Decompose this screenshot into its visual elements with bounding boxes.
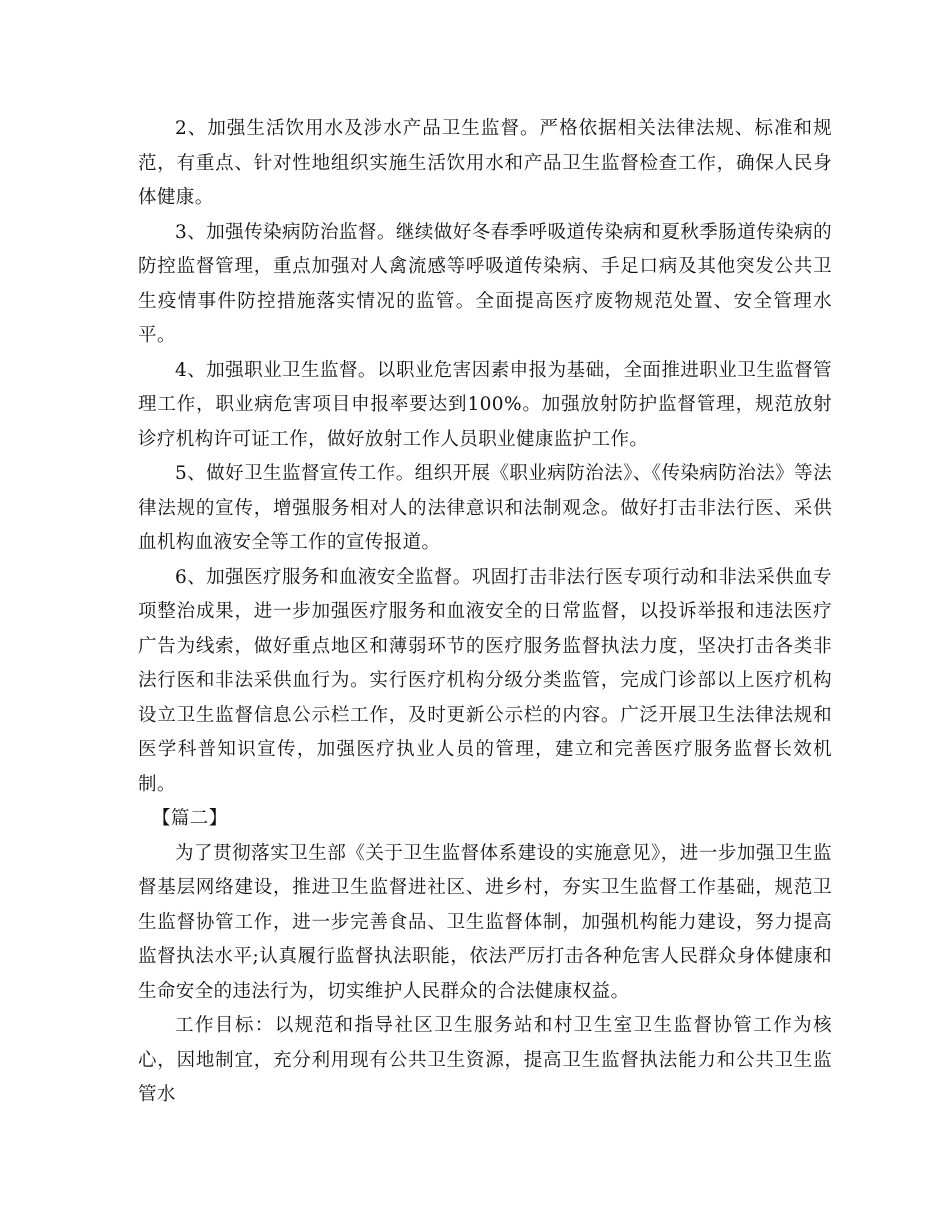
document-body xyxy=(138,112,832,1113)
paragraph-item-6: 6、加强医疗服务和血液安全监督。巩固打击非法行医专项行动和非法采供血专项整治成果，进一步加强医疗服务和血液安全的日常监督，以投诉举报和违法医疗广告为线索，做好重点地区和薄弱环节的医疗服务监督执法力度，坚决打击各类非法行医和非法采供血行为。实行医疗机构分级分类监管，完成门诊部以上医疗机构设立卫生监督信息公示栏工作，及时更新公示栏的内容。广泛开展卫生法律法规和医学科普知识宣传，加强医疗执业人员的管理，建立和完善医疗服务监督长效机制。 xyxy=(138,566,832,795)
section-intro-paragraph: 为了贯彻落实卫生部《关于卫生监督体系建设的实施意见》，进一步加强卫生监督基层网络建设，推进卫生监督进社区、进乡村，夯实卫生监督工作基础，规范卫生监督协管工作，进一步完善食品、卫生监督体制，加强机构能力建设，努力提高监督执法水平;认真履行监督执法职能，依法严厉打击各种危害人民群众身体健康和生命安全的违法行为，切实维护人民群众的合法健康权益。 xyxy=(138,842,832,1002)
paragraph-item-3: 3、加强传染病防治监督。继续做好冬春季呼吸道传染病和夏秋季肠道传染病的防控监督管理，重点加强对人禽流感等呼吸道传染病、手足口病及其他突发公共卫生疫情事件防控措施落实情况的监管。全面提高医疗废物规范处置、安全管理水平。 xyxy=(138,221,832,346)
paragraph-item-4: 4、加强职业卫生监督。以职业危害因素申报为基础，全面推进职业卫生监督管理工作，职业病危害项目申报率要达到100%。加强放射防护监督管理，规范放射诊疗机构许可证工作，做好放射工作人员职业健康监护工作。 xyxy=(138,359,832,450)
work-goal-paragraph: 工作目标：以规范和指导社区卫生服务站和村卫生室卫生监督协管工作为核心，因地制宜，充分利用现有公共卫生资源，提高卫生监督执法能力和公共卫生监管水 xyxy=(138,1015,832,1105)
section-heading: 【篇二】 xyxy=(152,808,228,829)
paragraph-item-5: 5、做好卫生监督宣传工作。组织开展《职业病防治法》、《传染病防治法》等法律法规的宣传，增强服务相对人的法律意识和法制观念。做好打击非法行医、采供血机构血液安全等工作的宣传报道。 xyxy=(138,463,832,553)
paragraph-item-2: 2、加强生活饮用水及涉水产品卫生监督。严格依据相关法律法规、标准和规范，有重点、针对性地组织实施生活饮用水和产品卫生监督检查工作，确保人民身体健康。 xyxy=(138,118,832,208)
